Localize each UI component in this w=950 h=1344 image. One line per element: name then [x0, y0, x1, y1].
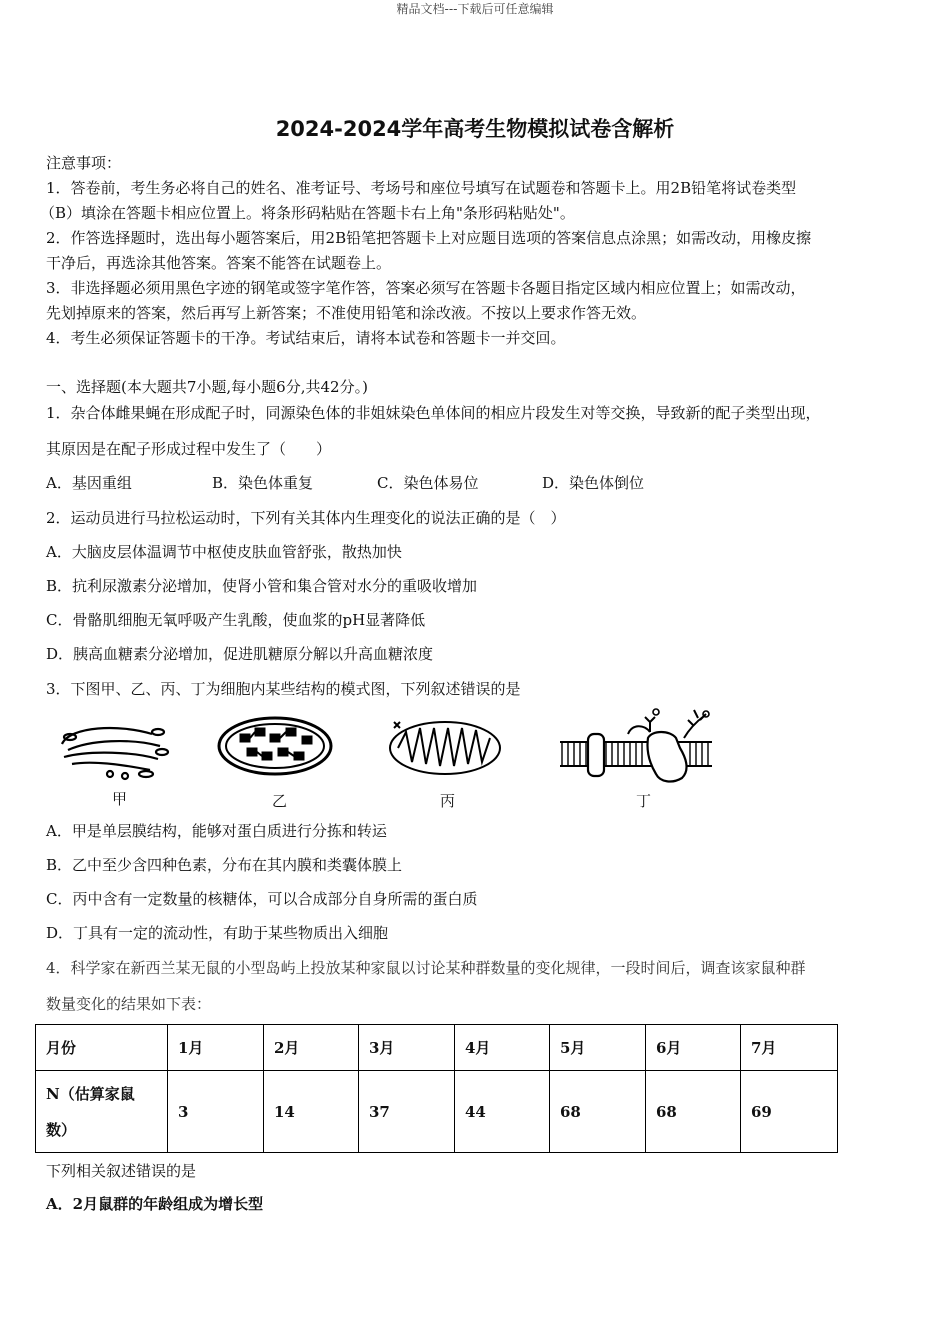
- table-cell-month: 6月: [646, 1025, 741, 1071]
- q4-stem-line1: 4．科学家在新西兰某无鼠的小型岛屿上投放某种家鼠以讨论某种群数量的变化规律，一段时间后，调查该家鼠种群: [46, 959, 806, 977]
- chloroplast-icon: [219, 718, 331, 774]
- table-cell-month: 3月: [359, 1025, 455, 1071]
- table-cell-month: 7月: [741, 1025, 838, 1071]
- figure-label-jia: 甲: [112, 790, 128, 808]
- q2-option-c: C．骨骼肌细胞无氧呼吸产生乳酸，使血浆的pH显著降低: [46, 611, 426, 629]
- table-row: [36, 1071, 838, 1153]
- q3-stem: 3．下图甲、乙、丙、丁为细胞内某些结构的模式图，下列叙述错误的是: [46, 680, 521, 698]
- table-header-n-line1: N（估算家鼠: [46, 1084, 135, 1103]
- q1-option-d: D．染色体倒位: [542, 474, 645, 492]
- q1-option-c: C．染色体易位: [377, 474, 479, 492]
- notice-line: 先划掉原来的答案，然后再写上新答案；不准使用铅笔和涂改液。不按以上要求作答无效。: [46, 304, 647, 322]
- golgi-apparatus-icon: [62, 728, 168, 779]
- q1-stem-line2: 其原因是在配子形成过程中发生了（ ）: [46, 440, 332, 458]
- q2-stem: 2．运动员进行马拉松运动时，下列有关其体内生理变化的说法正确的是（ ）: [46, 509, 566, 527]
- q4-stem-line2: 数量变化的结果如下表：: [46, 995, 212, 1013]
- table-cell-value: 44: [455, 1071, 550, 1153]
- table-cell-month: 1月: [168, 1025, 264, 1071]
- table-cell-value: 69: [741, 1071, 838, 1153]
- notice-line: 1．答卷前，考生务必将自己的姓名、准考证号、考场号和座位号填写在试题卷和答题卡上。用2B铅笔将试卷类型: [46, 179, 797, 197]
- figure-label-ding: 丁: [636, 792, 652, 810]
- page-watermark-header: 精品文档---下载后可任意编辑: [396, 2, 554, 16]
- notice-line: 4．考生必须保证答题卡的干净。考试结束后，请将本试卷和答题卡一并交回。: [46, 329, 566, 347]
- cell-membrane-icon: [560, 709, 712, 781]
- table-header-month: 月份: [36, 1025, 168, 1071]
- q3-option-c: C．丙中含有一定数量的核糖体，可以合成部分自身所需的蛋白质: [46, 890, 478, 908]
- table-cell-value: 68: [550, 1071, 646, 1153]
- figure-label-yi: 乙: [272, 792, 288, 810]
- q4-option-a: A．2月鼠群的年龄组成为增长型: [46, 1195, 264, 1213]
- table-cell-value: 68: [646, 1071, 741, 1153]
- q1-option-a: A．基因重组: [46, 474, 132, 492]
- figure-label-bing: 丙: [440, 792, 456, 810]
- q4-after-table: 下列相关叙述错误的是: [46, 1162, 197, 1180]
- cell-structures-figure: [50, 704, 730, 784]
- table-cell-value: 14: [264, 1071, 359, 1153]
- table-row: [36, 1025, 838, 1071]
- section-heading: 一、选择题(本大题共7小题,每小题6分,共42分。): [46, 378, 368, 396]
- page-title: 2024-2024学年高考生物模拟试卷含解析: [275, 117, 675, 141]
- table-cell-month: 2月: [264, 1025, 359, 1071]
- notice-line: 3．非选择题必须用黑色字迹的钢笔或签字笔作答，答案必须写在答题卡各题目指定区域内相应位置上；如需改动，: [46, 279, 806, 297]
- q3-option-b: B．乙中至少含四种色素，分布在其内膜和类囊体膜上: [46, 856, 403, 874]
- q3-option-a: A．甲是单层膜结构，能够对蛋白质进行分拣和转运: [46, 822, 387, 840]
- q1-stem-line1: 1．杂合体雌果蝇在形成配子时，同源染色体的非姐妹染色单体间的相应片段发生对等交换，导致新的配子类型出现，: [46, 404, 821, 422]
- notice-heading: 注意事项：: [46, 154, 122, 172]
- table-cell-month: 4月: [455, 1025, 550, 1071]
- notice-line: （B）填涂在答题卡相应位置上。将条形码粘贴在答题卡右上角"条形码粘贴处"。: [40, 204, 575, 222]
- notice-line: 干净后，再选涂其他答案。答案不能答在试题卷上。: [46, 254, 392, 272]
- table-cell-value: 37: [359, 1071, 455, 1153]
- q2-option-d: D．胰高血糖素分泌增加，促进肌糖原分解以升高血糖浓度: [46, 645, 434, 663]
- notice-line: 2．作答选择题时，选出每小题答案后，用2B铅笔把答题卡上对应题目选项的答案信息点涂黑；如需改动，用橡皮擦: [46, 229, 812, 247]
- table-header-n-line2: 数）: [46, 1120, 77, 1139]
- q3-option-d: D．丁具有一定的流动性，有助于某些物质出入细胞: [46, 924, 389, 942]
- table-cell-value: 3: [168, 1071, 264, 1153]
- q2-option-b: B．抗利尿激素分泌增加，使肾小管和集合管对水分的重吸收增加: [46, 577, 478, 595]
- mitochondrion-icon: [390, 722, 500, 774]
- population-table: [35, 1024, 838, 1153]
- table-header-n: [36, 1071, 168, 1153]
- table-cell-month: 5月: [550, 1025, 646, 1071]
- q1-option-b: B．染色体重复: [212, 474, 314, 492]
- q2-option-a: A．大脑皮层体温调节中枢使皮肤血管舒张，散热加快: [46, 543, 402, 561]
